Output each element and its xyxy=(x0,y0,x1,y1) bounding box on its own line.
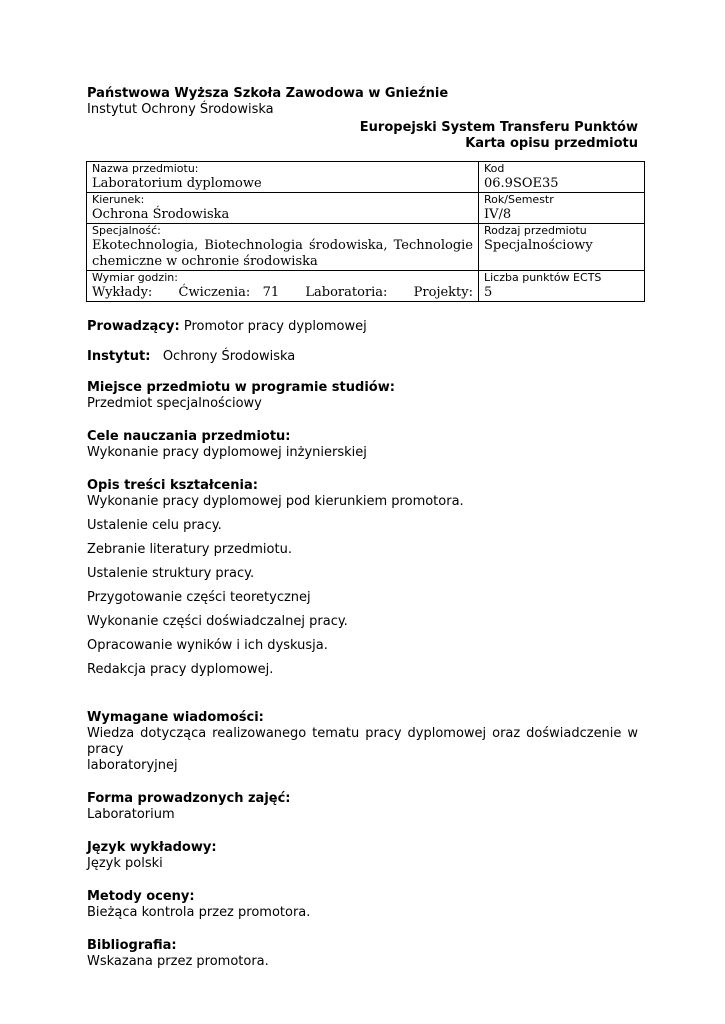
requirements-text-line2: laboratoryjnej xyxy=(87,758,178,773)
goals-text: Wykonanie pracy dyplomowej inżynierskiej xyxy=(87,445,367,460)
requirements-text-line1: Wiedza dotycząca realizowanego tematu pracy dyplomowej oraz doświadczenie w pracy xyxy=(87,726,638,757)
language-section xyxy=(87,840,638,872)
institute-row-value: Ochrony Środowiska xyxy=(162,349,296,364)
language-title: Język wykładowy: xyxy=(87,840,217,855)
subject-label: Nazwa przedmiotu: xyxy=(92,162,199,175)
system-title: Europejski System Transferu Punktów xyxy=(359,120,638,135)
instructor-row xyxy=(87,319,638,335)
list-item: Ustalenie celu pracy. xyxy=(87,518,222,533)
list-item: Opracowanie wyników i ich dyskusja. xyxy=(87,638,328,653)
specialty-value-line2: chemiczne w ochronie środowiska xyxy=(92,254,318,269)
form-title: Forma prowadzonych zajęć: xyxy=(87,791,291,806)
type-label: Rodzaj przedmiotu xyxy=(484,224,587,237)
field-value: Ochrona Środowiska xyxy=(92,207,230,222)
field-cell xyxy=(87,193,479,224)
list-item: Zebranie literatury przedmiotu. xyxy=(87,542,292,557)
type-value: Specjalnościowy xyxy=(484,238,593,253)
list-item: Wykonanie części doświadczalnej pracy. xyxy=(87,614,348,629)
goals-title: Cele nauczania przedmiotu: xyxy=(87,429,291,444)
hours-cell xyxy=(87,271,479,302)
assessment-text: Bieżąca kontrola przez promotora. xyxy=(87,905,311,920)
form-section xyxy=(87,791,638,823)
bibliography-section xyxy=(87,938,638,970)
place-section xyxy=(87,380,638,412)
code-cell xyxy=(479,162,645,193)
specialty-label: Specjalność: xyxy=(92,224,161,237)
language-text: Język polski xyxy=(87,856,163,871)
place-title: Miejsce przedmiotu w programie studiów: xyxy=(87,380,395,395)
assessment-section xyxy=(87,889,638,921)
content-section xyxy=(87,478,638,678)
table-row xyxy=(87,162,645,193)
bibliography-title: Bibliografia: xyxy=(87,938,177,953)
assessment-title: Metody oceny: xyxy=(87,889,195,904)
document-page xyxy=(87,86,638,970)
exercises-value: 71 xyxy=(262,285,280,300)
year-cell xyxy=(479,193,645,224)
ects-label: Liczba punktów ECTS xyxy=(484,271,602,284)
subject-value: Laboratorium dyplomowe xyxy=(92,176,262,191)
year-label: Rok/Semestr xyxy=(484,193,554,206)
exercises-label: Ćwiczenia: xyxy=(178,285,251,300)
requirements-section xyxy=(87,710,638,774)
list-item: Ustalenie struktury pracy. xyxy=(87,566,255,581)
table-row xyxy=(87,271,645,302)
code-label: Kod xyxy=(484,162,505,175)
table-row xyxy=(87,224,645,271)
year-value: IV/8 xyxy=(484,207,512,222)
type-cell xyxy=(479,224,645,271)
instructor-value: Promotor pracy dyplomowej xyxy=(183,319,367,334)
institute-row xyxy=(87,349,638,365)
card-title: Karta opisu przedmiotu xyxy=(465,136,638,151)
school-name: Państwowa Wyższa Szkoła Zawodowa w Gnieźnie xyxy=(87,86,449,101)
labs-label: Laboratoria: xyxy=(305,285,388,300)
list-item: Wykonanie pracy dyplomowej pod kierunkiem promotora. xyxy=(87,494,464,509)
institute-name: Instytut Ochrony Środowiska xyxy=(87,102,274,117)
institute-row-label: Instytut: xyxy=(87,349,151,364)
ects-cell xyxy=(479,271,645,302)
specialty-cell xyxy=(87,224,479,271)
code-value: 06.9SOE35 xyxy=(484,176,559,191)
table-row xyxy=(87,193,645,224)
ects-value: 5 xyxy=(484,285,493,300)
exercises-group xyxy=(179,285,280,301)
list-item: Przygotowanie części teoretycznej xyxy=(87,590,311,605)
content-title: Opis treści kształcenia: xyxy=(87,478,258,493)
specialty-value-line1: Ekotechnologia, Biotechnologia środowiska, Technologie xyxy=(92,238,473,253)
hours-values xyxy=(92,285,473,301)
projects-label: Projekty: xyxy=(413,285,473,300)
lectures-label: Wykłady: xyxy=(92,285,153,300)
requirements-title: Wymagane wiadomości: xyxy=(87,710,264,725)
form-text: Laboratorium xyxy=(87,807,175,822)
hours-label: Wymiar godzin: xyxy=(92,271,178,284)
field-label: Kierunek: xyxy=(92,193,145,206)
subject-info-table xyxy=(86,161,645,302)
place-text: Przedmiot specjalnościowy xyxy=(87,396,262,411)
goals-section xyxy=(87,429,638,461)
bibliography-text: Wskazana przez promotora. xyxy=(87,954,269,969)
list-item: Redakcja pracy dyplomowej. xyxy=(87,662,274,677)
instructor-label: Prowadzący: xyxy=(87,319,180,334)
subject-cell xyxy=(87,162,479,193)
